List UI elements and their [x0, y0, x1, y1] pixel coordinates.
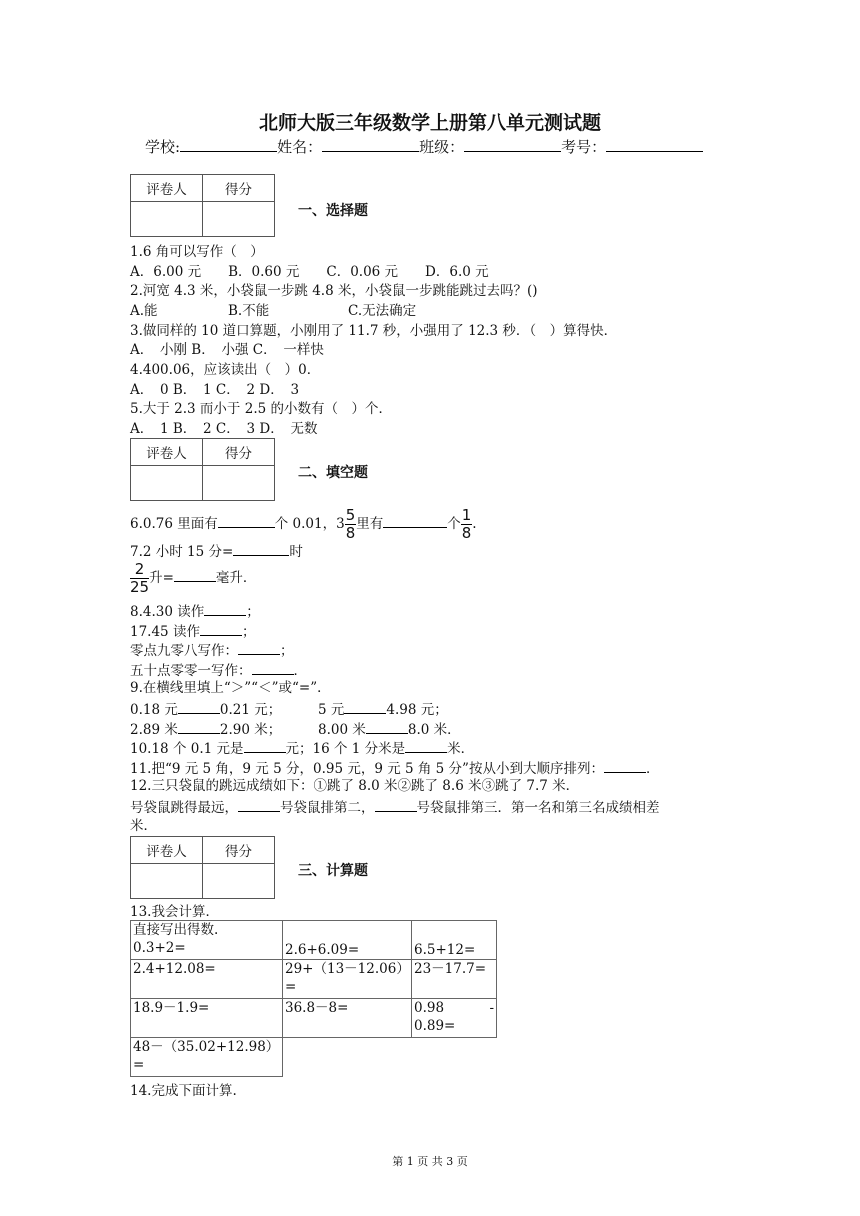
score-cell-score — [203, 466, 275, 501]
section-heading-calc: 三、计算题 — [298, 863, 368, 879]
calc-item: 2.4+12.08= — [133, 961, 216, 977]
q6-text-4: 个 — [447, 516, 461, 532]
name-blank — [322, 136, 419, 152]
score-cell-score — [203, 202, 275, 237]
q7-denominator: 25 — [130, 578, 150, 596]
calc-item: 48－（35.02+12.98） — [133, 1039, 280, 1055]
calc-item: 2.6+6.09= — [285, 942, 360, 958]
q6-line — [130, 506, 477, 542]
score-table-1 — [130, 174, 275, 237]
page-title: 北师大版三年级数学上册第八单元测试题 — [258, 112, 601, 134]
q9-r1a-right: 0.21 元； — [219, 702, 282, 718]
q6-numerator: 1 — [461, 506, 472, 524]
calc-cell — [131, 1038, 283, 1077]
q9-r1b-left: 5 元 — [318, 702, 345, 718]
q10-text-1: 10.18 个 0.1 元是 — [130, 741, 244, 757]
q6-mixed-fraction — [345, 507, 357, 542]
q12-text-3: 号袋鼠排第三．第一名和第三名成绩相差 — [416, 800, 660, 816]
q9-stem: 9.在横线里填上“＞”“＜”或“=”． — [130, 680, 331, 696]
q3-options: A． 小刚 B． 小强 C． 一样快 — [130, 342, 324, 358]
score-header-grader: 评卷人 — [131, 175, 203, 202]
calc-header: 直接写出得数. — [133, 922, 219, 938]
q7-text-1: 7.2 小时 15 分= — [130, 544, 234, 560]
score-cell-score — [203, 864, 275, 899]
calc-item — [414, 999, 494, 1017]
q9-r2a-left: 2.89 米 — [130, 722, 178, 738]
q10-text-2: 元；16 个 1 分米是 — [285, 741, 406, 757]
q8-text-4b: ． — [293, 663, 307, 679]
q5-options: A． 1 B． 2 C． 3 D． 无数 — [130, 421, 318, 437]
number-label: 考号： — [561, 138, 607, 156]
q7-fraction — [130, 561, 149, 596]
q6-text-5: . — [472, 516, 477, 532]
calc-empty — [283, 1038, 412, 1077]
q7-line-2 — [130, 560, 256, 596]
calc-table — [130, 920, 497, 1077]
q8-blank-3 — [238, 639, 280, 655]
q8-text-4: 五十点零零一写作： — [130, 663, 252, 679]
score-cell-grader — [131, 466, 203, 501]
q9-blank-4 — [366, 718, 408, 734]
q5-stem: 5.大于 2.3 而小于 2.5 的小数有（ ）个． — [130, 401, 392, 417]
q2-option-a: A.能 — [130, 303, 158, 319]
class-blank — [464, 136, 561, 152]
calc-cell — [412, 960, 497, 999]
calc-item: 0.3+2= — [133, 940, 186, 956]
q8-text-1: 8.4.30 读作 — [130, 604, 205, 620]
calc-cell — [131, 960, 283, 999]
calc-item: 29+（13－12.06） — [285, 961, 410, 977]
q8-line-3 — [130, 639, 294, 661]
q12-blank-2 — [375, 796, 417, 812]
q2-option-c: C.无法确定 — [348, 303, 417, 319]
q12-blank-1 — [238, 796, 280, 812]
calc-cell — [131, 999, 283, 1038]
calc-item-left: 0.98 — [414, 1000, 445, 1016]
score-table-3 — [130, 836, 275, 899]
calc-cell — [412, 921, 497, 960]
q13-stem: 13.我会计算． — [130, 904, 219, 920]
calc-cell — [131, 921, 283, 960]
q6-text-3: 里有 — [356, 516, 384, 532]
q1-stem: 1.6 角可以写作（ ） — [130, 244, 264, 260]
calc-item-continued: = — [133, 1057, 145, 1073]
q8-text-1b: ； — [246, 604, 260, 620]
school-label: 学校: — [145, 138, 181, 156]
calc-item: 23－17.7= — [414, 961, 487, 977]
q7-text-4: 毫升． — [215, 570, 257, 586]
q6-blank-1 — [218, 512, 275, 528]
score-header-score: 得分 — [203, 837, 275, 864]
q9-row-1b — [318, 698, 448, 720]
q12-line-2 — [130, 796, 660, 818]
score-header-grader: 评卷人 — [131, 439, 203, 466]
number-blank — [606, 136, 703, 152]
q12-text-2: 号袋鼠排第二， — [280, 800, 375, 816]
calc-cell — [283, 999, 412, 1038]
page-footer: 第 1 页 共 3 页 — [392, 1155, 468, 1168]
q6-mixed-numerator: 5 — [345, 506, 356, 524]
q8-text-3: 零点九零八写作： — [130, 643, 238, 659]
q11-text-1: 11.把“9 元 5 角，9 元 5 分，0.95 元，9 元 5 角 5 分”按从小到大顺序排列： — [130, 761, 604, 777]
q8-text-2: 17.45 读作 — [130, 624, 200, 640]
q14-stem: 14.完成下面计算. — [130, 1083, 237, 1099]
q6-mixed-denominator: 8 — [345, 524, 356, 542]
q6-text-1: 6.0.76 里面有 — [130, 516, 218, 532]
q11-text-2: ． — [645, 761, 660, 777]
q8-line-1 — [130, 600, 260, 622]
q12-stem: 12.三只袋鼠的跳远成绩如下：①跳了 8.0 米②跳了 8.6 米③跳了 7.7 米． — [130, 778, 580, 794]
q12-line-3: 米． — [130, 818, 157, 834]
calc-item: 6.5+12= — [414, 942, 476, 958]
q6-denominator: 8 — [461, 524, 472, 542]
q4-stem: 4.400.06，应该读出（ ）0． — [130, 362, 321, 378]
q3-stem: 3.做同样的 10 道口算题，小刚用了 11.7 秒，小强用了 12.3 秒．（ ）算得快． — [130, 323, 618, 339]
q9-blank-3 — [178, 718, 220, 734]
q10-line — [130, 737, 474, 759]
section-heading-choice: 一、选择题 — [298, 203, 368, 219]
calc-item-minus: - — [489, 1000, 494, 1016]
score-cell-grader — [131, 202, 203, 237]
q2-stem: 2.河宽 4.3 米，小袋鼠一步跳 4.8 米，小袋鼠一步跳能跳过去吗？() — [130, 283, 538, 299]
score-header-score: 得分 — [203, 439, 275, 466]
calc-cell — [283, 960, 412, 999]
calc-cell — [412, 999, 497, 1038]
calc-item-continued: = — [285, 979, 297, 995]
q9-r1b-right: 4.98 元； — [386, 702, 448, 718]
q6-blank-2 — [383, 512, 447, 528]
calc-empty — [412, 1038, 497, 1077]
q1-options: A．6.00 元 B．0.60 元 C．0.06 元 D．6.0 元 — [130, 264, 489, 280]
q9-r1a-left: 0.18 元 — [130, 702, 178, 718]
q11-blank — [604, 757, 646, 773]
section-heading-fill: 二、填空题 — [298, 465, 368, 481]
score-header-score: 得分 — [203, 175, 275, 202]
class-label: 班级： — [419, 138, 465, 156]
q7-blank-2 — [174, 566, 216, 582]
q9-r2b-right: 8.0 米． — [407, 722, 461, 738]
q6-fraction — [461, 507, 473, 542]
calc-cell — [283, 921, 412, 960]
q7-numerator: 2 — [130, 561, 149, 579]
score-table-2 — [130, 438, 275, 501]
q12-text-1: 号袋鼠跳得最远， — [130, 800, 238, 816]
calc-item-continued: 0.89= — [414, 1018, 456, 1034]
q9-blank-1 — [178, 698, 220, 714]
q9-row-1a — [130, 698, 281, 720]
q10-blank-2 — [405, 737, 447, 753]
student-info-line — [145, 136, 703, 157]
q7-line-1 — [130, 540, 303, 562]
calc-item: 18.9－1.9= — [133, 1000, 210, 1016]
q10-text-3: 米． — [447, 741, 475, 757]
q8-blank-1 — [204, 600, 246, 616]
q6-text-2: 个 0.01，3 — [274, 516, 345, 532]
q7-blank-1 — [233, 540, 289, 556]
q9-r2b-left: 8.00 米 — [318, 722, 366, 738]
q8-text-3b: ； — [280, 643, 294, 659]
q10-blank-1 — [244, 737, 286, 753]
school-blank — [180, 136, 277, 152]
q8-text-2b: ； — [241, 624, 256, 640]
q8-blank-4 — [252, 659, 294, 675]
q9-r2a-right: 2.90 米； — [219, 722, 282, 738]
q4-options: A． 0 B． 1 C． 2 D． 3 — [130, 382, 300, 398]
q8-blank-2 — [200, 620, 242, 636]
q7-text-3: 升= — [149, 570, 174, 586]
score-header-grader: 评卷人 — [131, 837, 203, 864]
score-cell-grader — [131, 864, 203, 899]
q2-option-b: B.不能 — [228, 303, 270, 319]
q7-text-2: 时 — [289, 544, 303, 560]
q9-blank-2 — [344, 698, 386, 714]
calc-item: 36.8－8= — [285, 1000, 349, 1016]
name-label: 姓名： — [277, 138, 323, 156]
